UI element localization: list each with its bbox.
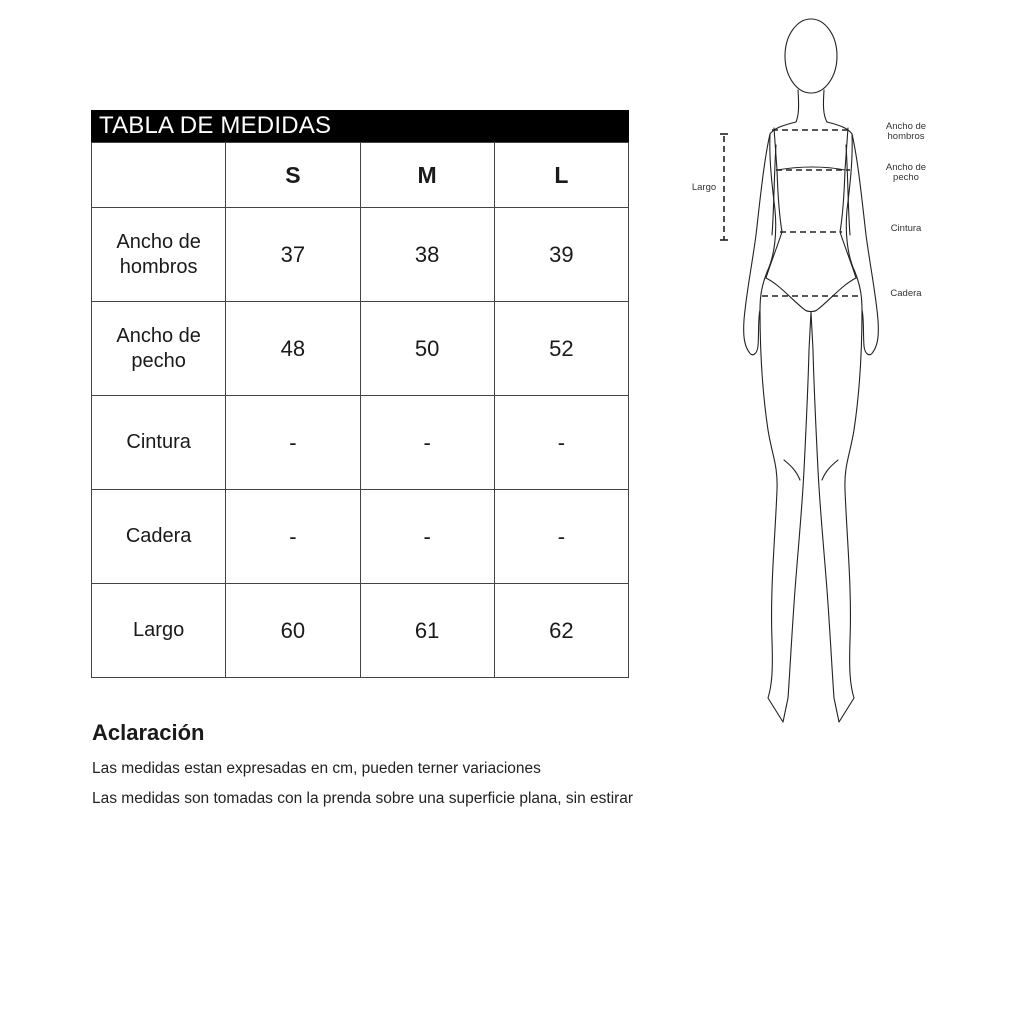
clarification-section (92, 720, 792, 820)
figure-label-largo: Largo (691, 182, 717, 193)
cell-value: - (494, 490, 628, 584)
cell-value: 38 (360, 208, 494, 302)
figure-label-ancho-pecho: Ancho de pecho (885, 162, 927, 183)
cell-value: 37 (226, 208, 360, 302)
header-size-m: M (360, 143, 494, 208)
fashion-figure-illustration (680, 10, 950, 730)
cell-value: - (360, 490, 494, 584)
size-chart-title: TABLA DE MEDIDAS (91, 110, 629, 142)
cell-value: 50 (360, 302, 494, 396)
cell-value: - (360, 396, 494, 490)
table-row (92, 302, 629, 396)
cell-value: - (226, 396, 360, 490)
size-chart (91, 110, 629, 678)
size-table (91, 142, 629, 678)
cell-value: - (494, 396, 628, 490)
cell-value: 61 (360, 584, 494, 678)
cell-value: 62 (494, 584, 628, 678)
row-label-cadera: Cadera (92, 490, 226, 584)
clarification-heading: Aclaración (92, 720, 205, 745)
table-row (92, 396, 629, 490)
table-row (92, 584, 629, 678)
table-header-row (92, 143, 629, 208)
figure-label-cintura: Cintura (890, 223, 922, 234)
cell-value: - (226, 490, 360, 584)
header-size-l: L (494, 143, 628, 208)
row-label-largo: Largo (92, 584, 226, 678)
clarification-line-method: Las medidas son tomadas con la prenda sobre una superficie plana, sin estirar (92, 790, 634, 807)
table-row (92, 490, 629, 584)
header-size-s: S (226, 143, 360, 208)
row-label-ancho-hombros: Ancho de hombros (92, 208, 226, 302)
cell-value: 39 (494, 208, 628, 302)
row-label-cintura: Cintura (92, 396, 226, 490)
header-empty-cell (92, 143, 226, 208)
row-label-ancho-pecho: Ancho de pecho (92, 302, 226, 396)
cell-value: 60 (226, 584, 360, 678)
clarification-line-units: Las medidas estan expresadas en cm, pueden terner variaciones (92, 760, 541, 777)
figure-label-cadera: Cadera (890, 288, 922, 299)
figure-label-ancho-hombros: Ancho de hombros (885, 121, 927, 142)
table-row (92, 208, 629, 302)
cell-value: 48 (226, 302, 360, 396)
body-figure-diagram (680, 10, 950, 730)
cell-value: 52 (494, 302, 628, 396)
